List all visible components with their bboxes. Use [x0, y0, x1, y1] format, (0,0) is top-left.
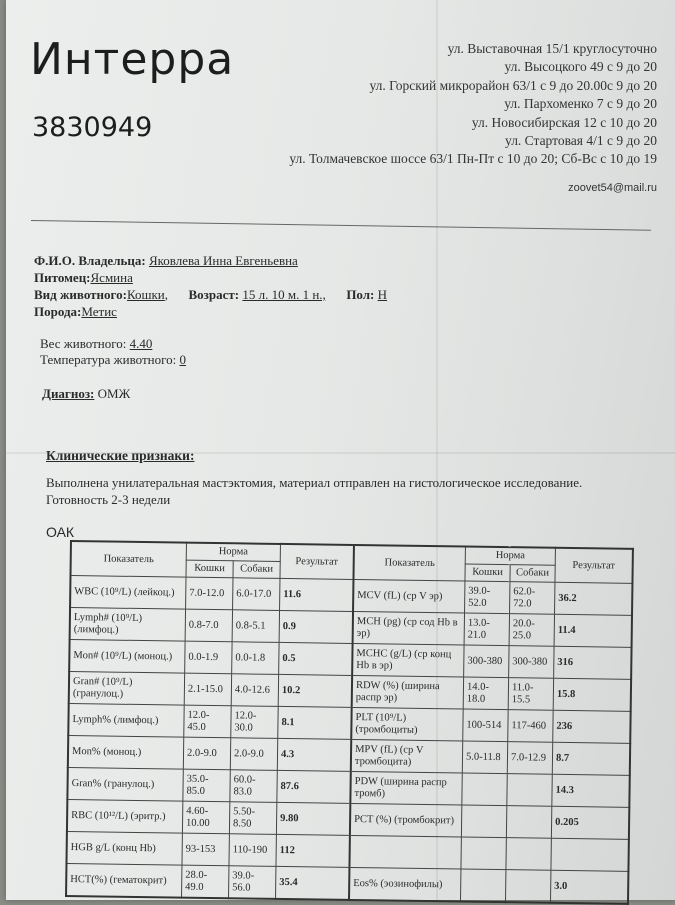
header-indicator: Показатель — [71, 541, 187, 577]
clinic-logo: Интерра — [30, 34, 235, 85]
right-indicator-cell: MPV (fL) (ср V тромбоцита) — [351, 739, 463, 773]
left-result-cell: 11.6 — [280, 578, 354, 611]
right-dogs-cell: 117-460 — [508, 710, 553, 743]
left-result-cell: 4.3 — [277, 738, 351, 771]
address-line: ул. Толмачевское шоссе 63/1 Пн-Пт с 10 до 20; Сб-Вс с 10 до 19 — [289, 151, 657, 167]
address-line: ул. Горский микрорайон 63/1 с 9 до 20.00с 9 до 20 — [369, 77, 657, 93]
header-norm: Норма — [186, 543, 280, 562]
address-line: ул. Выставочная 15/1 круглосуточно — [447, 41, 657, 56]
left-result-cell: 0.9 — [279, 610, 353, 643]
age-value: 15 л. 10 м. 1 н., — [242, 287, 326, 302]
right-result-cell: 0.205 — [551, 806, 629, 839]
right-result-cell: 11.4 — [554, 614, 632, 647]
left-dogs-cell: 4.0-12.6 — [231, 674, 278, 707]
header-divider — [31, 220, 651, 231]
left-dogs-cell: 12.0-30.0 — [231, 706, 278, 739]
header-cats: Кошки — [186, 560, 233, 578]
header-norm: Норма — [465, 547, 555, 566]
right-indicator-cell: PDW (ширина распр тромб) — [350, 771, 462, 805]
left-indicator-cell: Lymph% (лимфоц.) — [68, 703, 184, 737]
right-cats-cell — [461, 837, 506, 870]
right-dogs-cell — [506, 838, 551, 871]
pet-name: Ясмина — [90, 270, 133, 285]
left-indicator-cell: Mon# (10⁹/L) (моноц.) — [69, 640, 185, 674]
right-cats-cell: 39.0-52.0 — [465, 581, 510, 614]
right-indicator-cell: PCT (%) (тромбокрит) — [350, 803, 462, 837]
left-indicator-cell: HCT(%) (гематокрит) — [66, 863, 182, 897]
oak-label: ОАК — [46, 524, 75, 540]
header-result: Результат — [280, 544, 354, 580]
right-cats-cell: 300-380 — [464, 645, 509, 678]
table-header-row — [71, 541, 633, 566]
address-line: ул. Новосибирская 12 с 10 до 20 — [471, 114, 657, 130]
left-cats-cell: 2.1-15.0 — [184, 673, 231, 706]
left-cats-cell: 7.0-12.0 — [186, 577, 233, 610]
patient-info — [34, 252, 634, 320]
right-cats-cell: 14.0-18.0 — [463, 677, 508, 710]
blood-test-table — [65, 540, 634, 905]
left-cats-cell: 4.60-10.00 — [182, 801, 229, 834]
right-indicator-cell: RDW (%) (ширина распр эр) — [352, 675, 464, 709]
breed-label: Порода: — [34, 304, 82, 319]
left-dogs-cell: 6.0-17.0 — [233, 578, 280, 611]
right-result-cell — [551, 838, 629, 871]
weight-value: 4.40 — [129, 336, 153, 351]
sex-label: Пол: — [346, 287, 375, 302]
right-dogs-cell — [507, 774, 552, 807]
address-list — [237, 40, 657, 169]
diagnosis-label: Диагноз: — [42, 386, 95, 401]
left-result-cell: 35.4 — [276, 866, 350, 900]
species-label: Вид животного: — [34, 287, 127, 302]
right-cats-cell — [461, 805, 506, 838]
right-dogs-cell — [506, 806, 551, 839]
header-indicator: Показатель — [353, 545, 465, 581]
right-cats-cell: 5.0-11.8 — [462, 741, 507, 774]
left-dogs-cell: 110-190 — [229, 834, 276, 867]
right-indicator-cell: MCV (fL) (ср V эр) — [353, 579, 465, 613]
right-result-cell: 15.8 — [553, 678, 631, 711]
left-indicator-cell: Lymph# (10⁹/L) (лимфоц.) — [70, 608, 186, 642]
diagnosis — [42, 386, 130, 402]
temperature-label: Температура животного: — [40, 352, 177, 367]
right-result-cell: 8.7 — [552, 742, 630, 775]
clinical-signs-title: Клинические признаки: — [46, 448, 195, 463]
left-cats-cell: 0.0-1.9 — [185, 641, 232, 674]
left-result-cell: 0.5 — [279, 642, 353, 675]
right-cats-cell — [462, 773, 507, 806]
left-indicator-cell: Gran# (10⁹/L) (гранулоц.) — [69, 672, 185, 706]
left-dogs-cell: 60.0-83.0 — [230, 770, 277, 803]
order-number: 3830949 — [32, 112, 153, 143]
owner-name: Яковлева Инна Евгеньевна — [148, 253, 298, 268]
right-dogs-cell: 11.0-15.5 — [508, 678, 553, 711]
header-result: Результат — [555, 548, 633, 584]
left-dogs-cell: 39.0-56.0 — [229, 866, 276, 899]
right-cats-cell — [460, 869, 505, 902]
left-dogs-cell: 0.8-5.1 — [232, 610, 279, 643]
left-result-cell: 87.6 — [277, 770, 351, 803]
left-dogs-cell: 0.0-1.8 — [232, 642, 279, 675]
right-result-cell: 3.0 — [550, 870, 628, 904]
header-dogs: Собаки — [510, 565, 555, 583]
left-result-cell: 10.2 — [278, 674, 352, 707]
species-comma: , — [164, 287, 169, 302]
right-dogs-cell: 300-380 — [509, 646, 554, 679]
left-result-cell: 8.1 — [278, 706, 352, 739]
left-cats-cell: 0.8-7.0 — [185, 609, 232, 642]
temperature-value: 0 — [179, 352, 186, 367]
right-dogs-cell: 7.0-12.9 — [507, 742, 552, 775]
left-indicator-cell: Mon% (моноц.) — [68, 735, 184, 769]
clinic-email: zoovet54@mail.ru — [568, 182, 657, 194]
right-dogs-cell — [505, 870, 550, 903]
left-cats-cell: 12.0-45.0 — [184, 705, 231, 738]
right-dogs-cell: 62.0-72.0 — [510, 582, 555, 615]
left-cats-cell: 35.0-85.0 — [183, 769, 230, 802]
pet-label: Питомец: — [34, 270, 91, 285]
left-indicator-cell: RBC (10¹²/L) (эритр.) — [67, 799, 183, 833]
address-line: ул. Пархоменко 7 с 9 до 20 — [504, 96, 657, 112]
right-indicator-cell: Eos% (эозинофилы) — [349, 867, 461, 901]
address-line: ул. Стартовая 4/1 с 9 до 20 — [505, 133, 657, 149]
header-cats: Кошки — [465, 564, 510, 582]
left-dogs-cell: 5.50-8.50 — [229, 802, 276, 835]
left-dogs-cell: 2.0-9.0 — [230, 738, 277, 771]
breed-value: Метис — [81, 304, 117, 319]
age-label: Возраст: — [188, 287, 240, 302]
left-cats-cell: 2.0-9.0 — [183, 737, 230, 770]
left-result-cell: 9.80 — [276, 802, 350, 835]
table-row — [66, 863, 628, 903]
document-page — [6, 0, 675, 900]
left-cats-cell: 93-153 — [182, 833, 229, 866]
right-cats-cell: 100-514 — [463, 709, 508, 742]
left-indicator-cell: Gran% (гранулоц.) — [67, 767, 183, 801]
clinical-signs-text: Выполнена унилатеральная мастэктомия, материал отправлен на гистологическое исследование. Готовность 2-3 недели — [46, 475, 583, 507]
right-cats-cell: 13.0-21.0 — [464, 613, 509, 646]
species-value: Кошки — [126, 287, 165, 302]
sex-value: Н — [377, 287, 388, 302]
header-dogs: Собаки — [233, 561, 280, 579]
owner-label: Ф.И.О. Владельца: — [34, 253, 146, 268]
left-indicator-cell: WBC (10⁹/L) (лейкоц.) — [70, 576, 186, 610]
left-cats-cell: 28.0-49.0 — [182, 865, 229, 898]
weight-label: Вес животного: — [40, 336, 127, 351]
right-indicator-cell: MCHC (g/L) (ср конц Hb в эр) — [352, 643, 464, 677]
right-result-cell: 36.2 — [555, 582, 633, 615]
address-line: ул. Высоцкого 49 с 9 до 20 — [504, 59, 657, 75]
right-indicator-cell — [349, 835, 461, 869]
left-indicator-cell: HGB g/L (конц Hb) — [66, 831, 182, 865]
vitals — [40, 336, 186, 368]
left-result-cell: 112 — [276, 834, 350, 867]
right-dogs-cell: 20.0-25.0 — [509, 614, 554, 647]
right-result-cell: 14.3 — [552, 774, 630, 807]
right-indicator-cell: MCH (pg) (ср сод Hb в эр) — [353, 611, 465, 645]
right-result-cell: 236 — [553, 710, 631, 743]
right-result-cell: 316 — [554, 646, 632, 679]
right-indicator-cell: PLT (10⁹/L) (тромбоциты) — [351, 707, 463, 741]
diagnosis-value: ОМЖ — [97, 386, 131, 401]
